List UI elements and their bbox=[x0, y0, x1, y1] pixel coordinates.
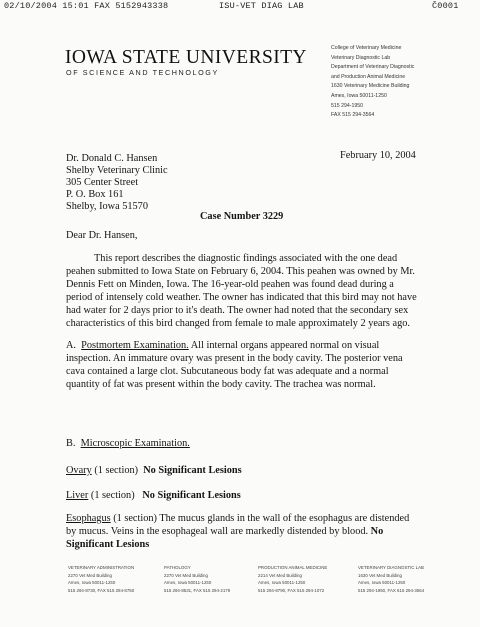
recipient-address bbox=[66, 153, 168, 213]
footer-line: Ames, Iowa 50011-1250 bbox=[68, 580, 116, 585]
footer-line: 2270 Vet Med Building bbox=[68, 572, 112, 578]
esophagus-finding bbox=[66, 512, 422, 551]
footer-line: VETERINARY DIAGNOSTIC LAB bbox=[358, 565, 424, 570]
liver-result: No Significant Lesions bbox=[142, 490, 241, 501]
address-line: Department of Veterinary Diagnostic bbox=[331, 64, 415, 71]
section-b-heading: Microscopic Examination. bbox=[80, 438, 190, 449]
section-a-text: All internal organs appeared normal on visual inspection. An immature ovary was present in the body cavity. The posterior vena cava contained a large clot. Subcutaneous body fat was adequate and a normal quantity of fat was present within the body cavity. The trachea was normal. bbox=[66, 340, 403, 391]
section-a bbox=[66, 339, 422, 391]
liver-label: Liver bbox=[66, 490, 89, 501]
recipient-line: Dr. Donald C. Hansen bbox=[66, 153, 158, 164]
address-line: FAX 515 294-3564 bbox=[331, 112, 375, 119]
ovary-result: No Significant Lesions bbox=[143, 465, 242, 476]
ovary-finding bbox=[66, 465, 242, 476]
footer-column bbox=[68, 564, 134, 594]
address-line: Ames, Iowa 50011-1250 bbox=[331, 92, 387, 99]
footer-line: PATHOLOGY bbox=[164, 565, 191, 570]
footer-line: 515 294-8730, FAX 515 294-8750 bbox=[68, 587, 135, 593]
footer-line: 1630 Vet Med Building bbox=[358, 572, 402, 578]
address-line: College of Veterinary Medicine bbox=[331, 45, 402, 51]
ovary-label: Ovary bbox=[66, 465, 92, 476]
footer-line: 515 294-1950, FAX 515 294-3564 bbox=[358, 587, 425, 593]
section-a-heading: Postmortem Examination. bbox=[81, 340, 189, 351]
section-b-number: B. bbox=[66, 438, 76, 449]
esophagus-text: (1 section) The mucus glands in the wall of the esophagus are distended by mucus. Veins in the esophageal wall are markedly distended by blood. bbox=[66, 513, 410, 538]
case-number: Case Number 3229 bbox=[200, 211, 284, 222]
address-line: 515 294-1950 bbox=[331, 102, 364, 109]
esophagus-result: No Significant Lesions bbox=[66, 526, 384, 551]
fax-header-page: Ĉ0001 bbox=[432, 1, 459, 11]
footer-line: 515 294-8531, FAX 515 294-2179 bbox=[164, 587, 231, 593]
recipient-line: Shelby, Iowa 51570 bbox=[66, 201, 148, 212]
address-line: Veterinary Diagnostic Lab bbox=[331, 54, 391, 61]
intro-paragraph: This report describes the diagnostic findings associated with the one dead peahen submitted to Iowa State on February 6, 2004. This peahen was owned by Mr. Dennis Fett on Minden, Iowa. The 16-year-old peahen was found dead during a period of intensely cold weather. The owner has indicated that this bird may not have had water for 2 days prior to it's death. The owner had noted that the secondary sex characteristics of this bird changed from female to male approximately 2 years ago. bbox=[66, 253, 417, 330]
fax-header-sender: ISU-VET DIAG LAB bbox=[219, 1, 304, 11]
footer-column bbox=[358, 564, 424, 594]
footer-line: VETERINARY ADMINISTRATION bbox=[68, 565, 135, 570]
esophagus-label: Esophagus bbox=[66, 513, 111, 524]
fax-header-datetime: 02/10/2004 15:01 FAX 5152943338 bbox=[4, 1, 169, 11]
liver-count: (1 section) bbox=[90, 490, 135, 501]
university-tagline: OF SCIENCE AND TECHNOLOGY bbox=[66, 68, 219, 77]
section-b-heading-row bbox=[66, 438, 190, 449]
recipient-line: 305 Center Street bbox=[66, 177, 139, 188]
letterhead-address bbox=[331, 44, 414, 121]
footer-line: PRODUCTION ANIMAL MEDICINE bbox=[258, 565, 328, 570]
recipient-line: P. O. Box 161 bbox=[66, 189, 124, 200]
footer-line: Ames, Iowa 50011-1250 bbox=[258, 580, 306, 585]
footer-column bbox=[258, 564, 327, 594]
footer-line: 515 294-8790, FAX 515 294-1072 bbox=[258, 587, 325, 593]
footer-line: 2214 Vet Med Building bbox=[258, 572, 302, 578]
university-logo: IOWA STATE UNIVERSITY bbox=[65, 47, 307, 68]
section-a-number: A. bbox=[66, 340, 77, 351]
footer-column bbox=[164, 564, 230, 594]
footer-line: 2270 Vet Med Building bbox=[164, 572, 208, 578]
ovary-count: (1 section) bbox=[94, 465, 139, 476]
salutation: Dear Dr. Hansen, bbox=[66, 230, 138, 241]
liver-finding bbox=[66, 490, 241, 501]
footer-line: Ames, Iowa 50011-1250 bbox=[358, 580, 406, 585]
address-line: and Production Animal Medicine bbox=[331, 73, 406, 80]
recipient-line: Shelby Veterinary Clinic bbox=[66, 165, 168, 176]
footer-line: Ames, Iowa 50011-1250 bbox=[164, 580, 212, 585]
letter-date: February 10, 2004 bbox=[340, 150, 416, 161]
address-line: 1630 Veterinary Medicine Building bbox=[331, 83, 410, 90]
